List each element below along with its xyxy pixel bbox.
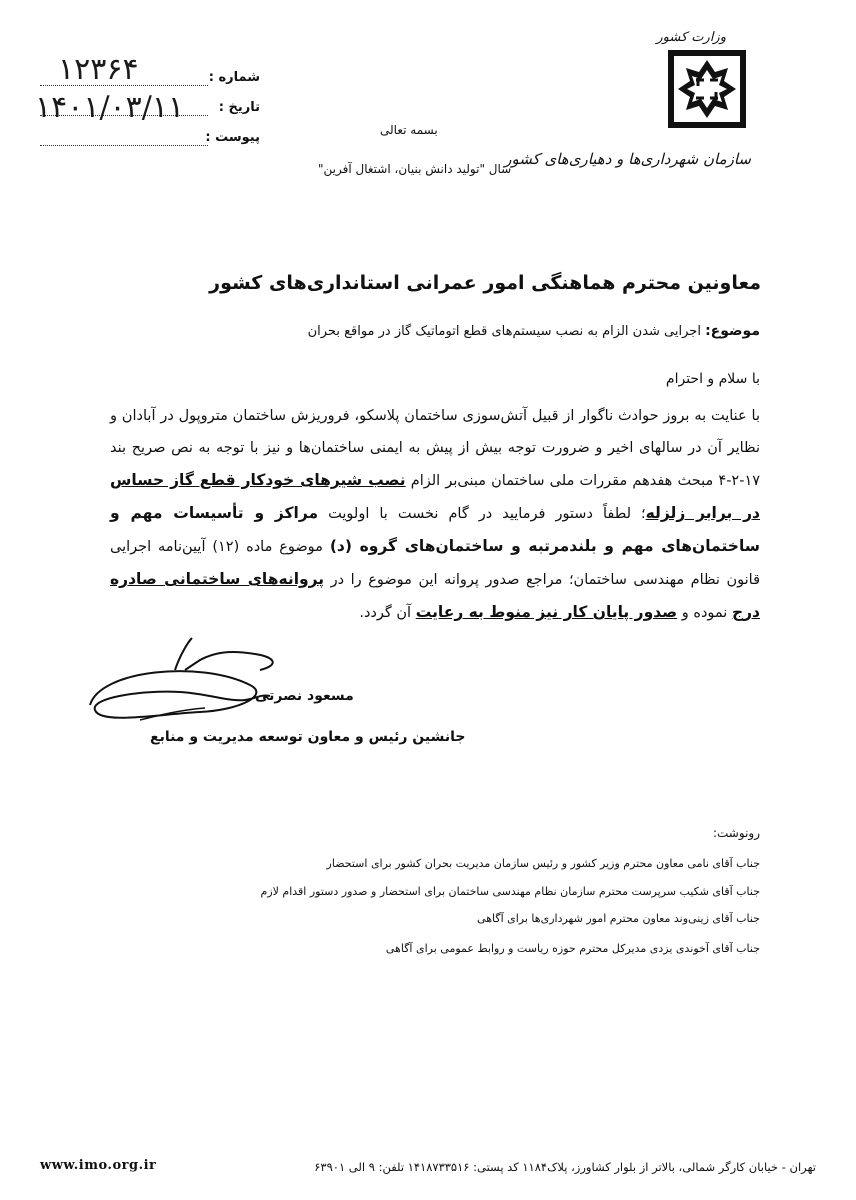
body-text-4: نموده و: [681, 605, 728, 621]
body-text-5: آن گردد.: [359, 605, 412, 621]
cc-line: جناب آقای شکیب سرپرست محترم سازمان نظام مهندسی ساختمان برای استحضار و صدور دستور اقدام لازم: [260, 885, 760, 898]
footer-address: تهران - خیابان کارگر شمالی، بالاتر از بلوار کشاورز، پلاک۱۱۸۴ کد پستی: ۱۴۱۸۷۳۳۵۱۶ تلفن: ۹ الی ۶۳۹۰۱: [314, 1160, 816, 1174]
letter-number-row: [40, 52, 260, 92]
greeting: با سلام و احترام: [665, 371, 760, 387]
date-label: تاریخ :: [218, 100, 260, 115]
recipient: معاونین محترم هماهنگی امور عمرانی استانداری‌های کشور: [209, 272, 761, 294]
body-emphasis-4: صدور پایان کار نیز منوط به رعایت: [415, 603, 678, 621]
bismillah: بسمه تعالی: [380, 123, 438, 137]
body-text-3: موضوع ماده (۱۲) آیین‌نامه اجرایی قانون نظام مهندسی ساختمان؛ مراجع صدور پروانه این موضوع را در: [110, 539, 761, 588]
subject-label: موضوع:: [705, 323, 760, 339]
organization-name: سازمان شهرداری‌ها و دهیاری‌های کشور: [504, 150, 751, 168]
subject: [308, 323, 760, 339]
body-emphasis-2: مراکز و تأسیسات مهم و ساختمان‌های مهم و بلندمرتبه و ساختمان‌های گروه (د): [110, 504, 761, 555]
body-emphasis-3: پروانه‌های ساختمانی صادره درج: [110, 570, 760, 621]
letter-attachment-row: [40, 130, 260, 152]
body-text-2: ؛ لطفاً دستور فرمایید در گام نخست با اولویت: [328, 506, 646, 522]
cc-line: جناب آقای نامی معاون محترم وزیر کشور و رئیس سازمان مدیریت بحران کشور برای استحضار: [326, 857, 760, 870]
signer-name: مسعود نصرتی: [255, 688, 354, 704]
body-emphasis-1: نصب شیرهای خودکار قطع گاز حساس در برابر زلزله: [110, 471, 761, 522]
attachment-line: [40, 145, 208, 146]
year-slogan: سال "تولید دانش بنیان، اشتغال آفرین": [318, 162, 512, 176]
number-label: شماره :: [208, 70, 260, 85]
cc-line: جناب آقای زینی‌وند معاون محترم امور شهرداری‌ها برای آگاهی: [477, 912, 760, 925]
signer-title: جانشین رئیس و معاون توسعه مدیریت و منابع: [150, 729, 466, 745]
body-text-1: با عنایت به بروز حوادث ناگوار از قبیل آتش‌سوزی ساختمان پلاسکو، فروریزش ساختمان متروپول در آبادان و نظایر آن در سالهای اخیر و ضرورت توجه بیش از پیش به ایمنی ساختمان‌ها و نیز با توجه به نص صریح بند ۱۷-۲-۴ مبحث هفدهم مقررات ملی ساختمان مبنی‌بر الزام: [110, 408, 761, 489]
letter-date-row: [35, 90, 260, 125]
ministry-emblem-icon: [668, 50, 746, 128]
cc-title: رونوشت:: [712, 826, 760, 840]
footer-website[interactable]: www.imo.org.ir: [40, 1158, 157, 1173]
subject-text: اجرایی شدن الزام به نصب سیستم‌های قطع اتوماتیک گاز در مواقع بحران: [307, 324, 701, 339]
attachment-label: پیوست :: [205, 130, 260, 145]
handwritten-signature: [80, 630, 300, 740]
handwritten-date: ۱۴۰۱/۰۳/۱۱: [35, 90, 185, 125]
cc-line: جناب آقای آخوندی یزدی مدیرکل محترم حوزه ریاست و روابط عمومی برای آگاهی: [385, 942, 760, 955]
handwritten-number: ۱۲۳۶۴: [58, 52, 139, 87]
letter-body: [110, 400, 760, 629]
ministry-name: وزارت کشور: [656, 30, 726, 45]
